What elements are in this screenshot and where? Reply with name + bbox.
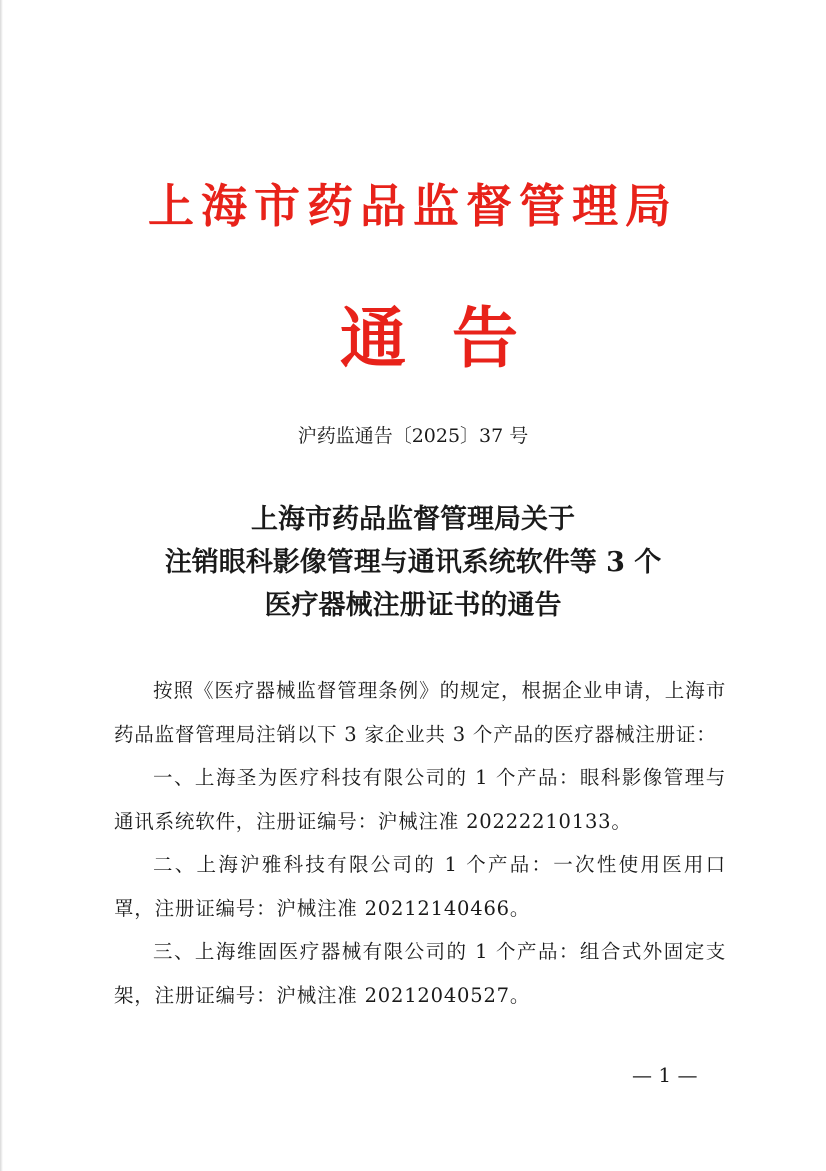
document-number: 沪药监通告〔2025〕37 号 [297, 425, 529, 447]
notice-heading-char-2: 告 [452, 299, 518, 377]
intro-paragraph: 按照《医疗器械监督管理条例》的规定，根据企业申请，上海市药品监督管理局注销以下 3 家企业共 3 个产品的医疗器械注册证： [114, 679, 726, 746]
title-line-1: 上海市药品监督管理局关于 [251, 504, 575, 535]
agency-name-heading: 上海市药品监督管理局 [148, 179, 678, 233]
document-body [114, 669, 726, 1017]
page-number: — 1 — [632, 1063, 698, 1087]
item-paragraph-3: 三、上海维固医疗器械有限公司的 1 个产品：组合式外固定支架，注册证编号：沪械注准 20212040527。 [114, 940, 726, 1007]
item-paragraph-1: 一、上海圣为医疗科技有限公司的 1 个产品：眼科影像管理与通讯系统软件，注册证编号：沪械注准 20222210133。 [114, 766, 726, 833]
document-title [0, 498, 826, 627]
notice-heading-char-1: 通 [340, 299, 406, 377]
title-line-3: 医疗器械注册证书的通告 [264, 590, 562, 621]
item-paragraph-2: 二、上海沪雅科技有限公司的 1 个产品：一次性使用医用口罩，注册证编号：沪械注准 20212140466。 [114, 853, 726, 920]
title-line-2: 注销眼科影像管理与通讯系统软件等 3 个 [164, 547, 662, 578]
